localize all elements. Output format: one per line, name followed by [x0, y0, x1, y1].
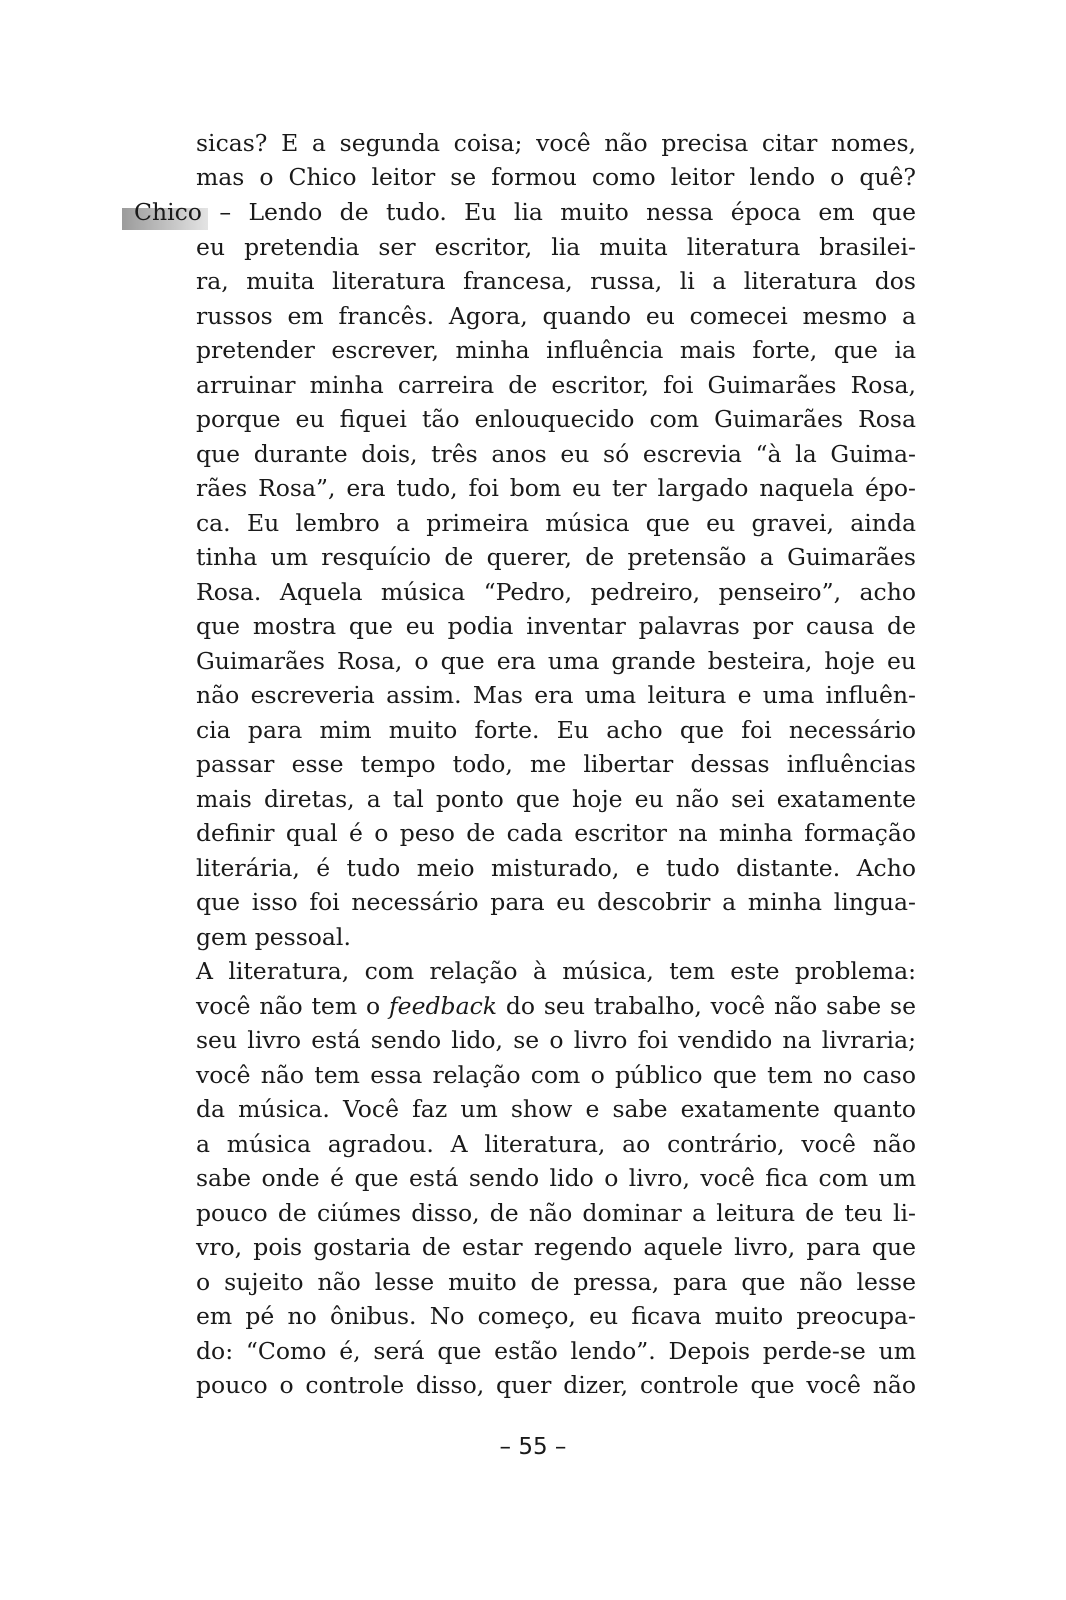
text-line: a música agradou. A literatura, ao contrário, você não [196, 1130, 916, 1158]
text-line: em pé no ônibus. No começo, eu ficava muito preocupa- [196, 1302, 916, 1330]
text-line: o sujeito não lesse muito de pressa, para que não lesse [196, 1268, 916, 1296]
text-line: rães Rosa”, era tudo, foi bom eu ter largado naquela épo- [196, 474, 916, 502]
text-line: mas o Chico leitor se formou como leitor lendo o quê? [196, 163, 916, 191]
text-line: cia para mim muito forte. Eu acho que foi necessário [196, 716, 916, 744]
text-line: eu pretendia ser escritor, lia muita literatura brasilei- [196, 233, 916, 261]
text-line: que mostra que eu podia inventar palavras por causa de [196, 612, 916, 640]
text-line: arruinar minha carreira de escritor, foi Guimarães Rosa, [196, 371, 916, 399]
text-line: literária, é tudo meio misturado, e tudo distante. Acho [196, 854, 916, 882]
feedback-line-before: você não tem o [196, 992, 389, 1020]
feedback-line [196, 989, 916, 1024]
text-line: sabe onde é que está sendo lido o livro, você fica com um [196, 1164, 916, 1192]
text-line: que durante dois, três anos eu só escrevia “à la Guima- [196, 440, 916, 468]
text-line: russos em francês. Agora, quando eu comecei mesmo a [196, 302, 916, 330]
text-line: que isso foi necessário para eu descobrir a minha lingua- [196, 888, 916, 916]
speaker-label: Chico [134, 198, 202, 226]
text-line: sicas? E a segunda coisa; você não precisa citar nomes, [196, 129, 916, 157]
text-line: vro, pois gostaria de estar regendo aquele livro, para que [196, 1233, 916, 1261]
text-line: Guimarães Rosa, o que era uma grande besteira, hoje eu [196, 647, 916, 675]
feedback-word: feedback [388, 992, 497, 1020]
text-line: pretender escrever, minha influência mais forte, que ia [196, 336, 916, 364]
text-line: tinha um resquício de querer, de pretensão a Guimarães [196, 543, 916, 571]
text-line: pouco o controle disso, quer dizer, controle que você não [196, 1371, 916, 1399]
text-line: passar esse tempo todo, me libertar dessas influências [196, 750, 916, 778]
text-line: ra, muita literatura francesa, russa, li a literatura dos [196, 267, 916, 295]
text-line: do: “Como é, será que estão lendo”. Depois perde-se um [196, 1337, 916, 1365]
text-line: seu livro está sendo lido, se o livro foi vendido na livraria; [196, 1026, 916, 1054]
text-line: A literatura, com relação à música, tem este problema: [196, 957, 916, 985]
text-line: você não tem essa relação com o público que tem no caso [196, 1061, 916, 1089]
text-line: não escreveria assim. Mas era uma leitura e uma influên- [196, 681, 916, 709]
text-line: mais diretas, a tal ponto que hoje eu não sei exatamente [196, 785, 916, 813]
text-line: ca. Eu lembro a primeira música que eu gravei, ainda [196, 509, 916, 537]
feedback-line-after: do seu trabalho, você não sabe se [496, 992, 916, 1020]
speaker-line [134, 195, 916, 230]
text-line: porque eu fiquei tão enlouquecido com Guimarães Rosa [196, 405, 916, 433]
text-line: Rosa. Aquela música “Pedro, pedreiro, penseiro”, acho [196, 578, 916, 606]
text-line: da música. Você faz um show e sabe exatamente quanto [196, 1095, 916, 1123]
text-line: gem pessoal. [196, 923, 351, 951]
speaker-line-text: – Lendo de tudo. Eu lia muito nessa época em que [201, 198, 916, 226]
text-line: definir qual é o peso de cada escritor na minha formação [196, 819, 916, 847]
page-number: – 55 – [499, 1434, 567, 1460]
text-line: pouco de ciúmes disso, de não dominar a leitura de teu li- [196, 1199, 916, 1227]
